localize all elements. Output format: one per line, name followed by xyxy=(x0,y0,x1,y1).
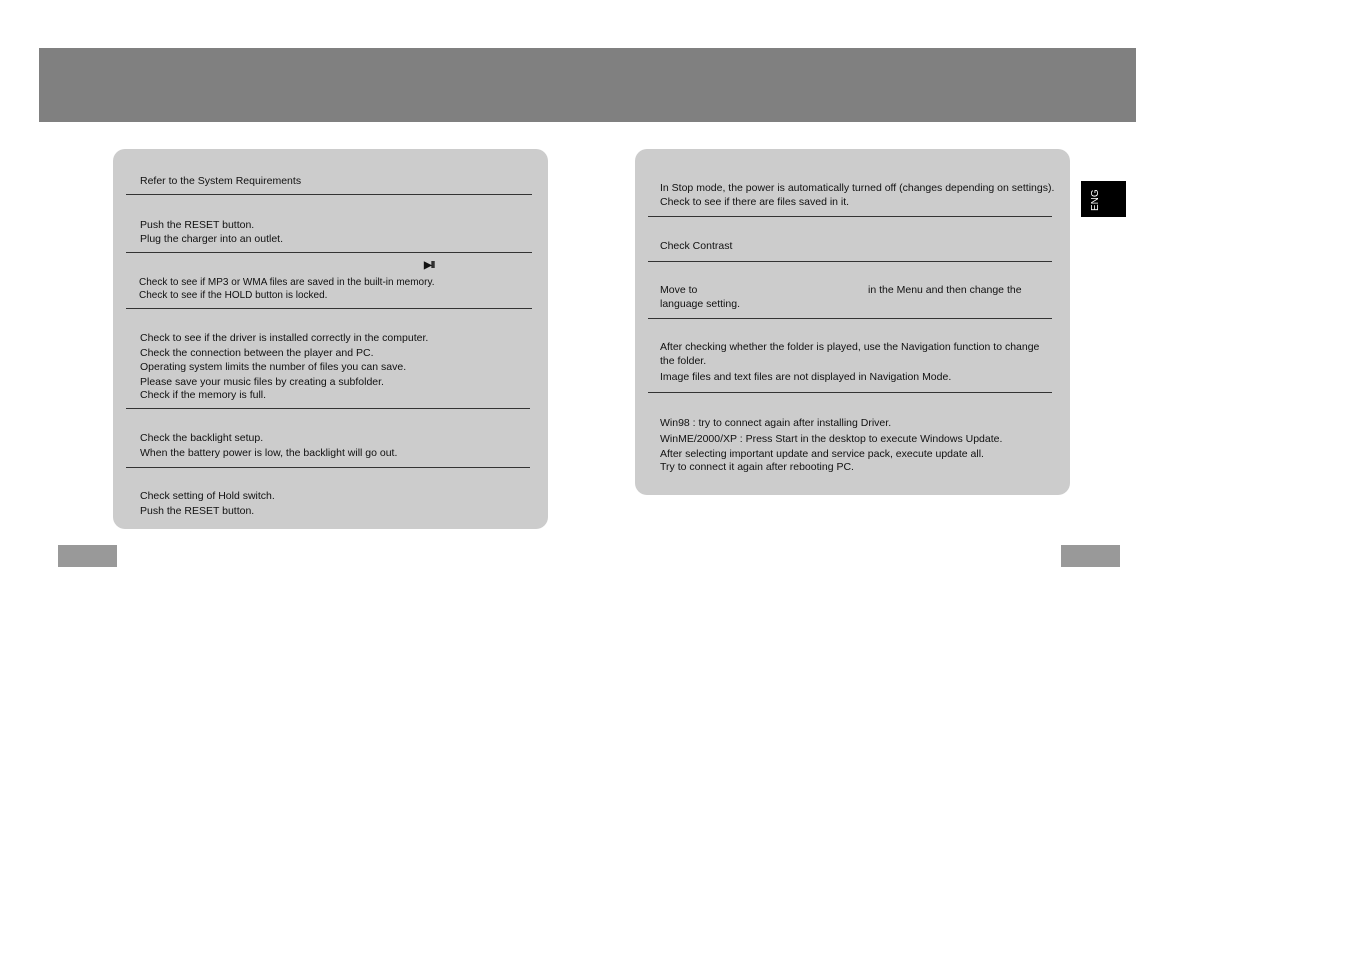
text-line: After checking whether the folder is played, use the Navigation function to change xyxy=(660,341,1040,353)
divider xyxy=(126,252,532,253)
text-line: language setting. xyxy=(660,298,740,310)
divider xyxy=(648,318,1052,319)
header-band xyxy=(39,48,1136,122)
page-number-tab-left xyxy=(58,545,117,567)
divider xyxy=(126,194,532,195)
troubleshooting-panel-right xyxy=(635,149,1070,495)
language-tab-label: ENG xyxy=(1090,189,1101,211)
text-line: When the battery power is low, the backlight will go out. xyxy=(140,447,398,459)
divider xyxy=(648,261,1052,262)
text-line: Push the RESET button. xyxy=(140,505,255,517)
page-number-tab-right xyxy=(1061,545,1120,567)
text-line: Please save your music files by creating a subfolder. xyxy=(140,376,384,388)
text-line: the folder. xyxy=(660,355,707,367)
text-line: Operating system limits the number of files you can save. xyxy=(140,361,407,373)
divider xyxy=(126,308,532,309)
text-line: Check to see if the driver is installed correctly in the computer. xyxy=(140,332,429,344)
text-line: Check if the memory is full. xyxy=(140,389,267,401)
text-line: Check the backlight setup. xyxy=(140,432,264,444)
troubleshooting-panel-left xyxy=(113,149,548,529)
divider xyxy=(648,392,1052,393)
play-pause-icon: ▶II xyxy=(424,260,435,271)
text-line: Check setting of Hold switch. xyxy=(140,490,275,502)
text-line: Check the connection between the player and PC. xyxy=(140,347,374,359)
language-tab xyxy=(1081,181,1126,217)
text-line: Push the RESET button. xyxy=(140,219,255,231)
divider xyxy=(126,467,530,468)
text-line: Try to connect it again after rebooting PC. xyxy=(660,461,854,473)
text-line: In Stop mode, the power is automatically turned off (changes depending on settings). xyxy=(660,182,1055,194)
divider xyxy=(648,216,1052,217)
divider xyxy=(126,408,530,409)
text-line: Refer to the System Requirements xyxy=(140,175,302,187)
text-line: Win98 : try to connect again after installing Driver. xyxy=(660,417,892,429)
text-line: Plug the charger into an outlet. xyxy=(140,233,284,245)
text-line: WinME/2000/XP : Press Start in the desktop to execute Windows Update. xyxy=(660,433,1003,445)
text-line: Move to xyxy=(660,284,698,296)
text-line: After selecting important update and service pack, execute update all. xyxy=(660,448,984,460)
text-line: Image files and text files are not displayed in Navigation Mode. xyxy=(660,371,952,383)
text-line: in the Menu and then change the xyxy=(868,284,1022,296)
text-line: Check to see if there are files saved in it. xyxy=(660,196,850,208)
text-line: Check Contrast xyxy=(660,240,733,252)
text-line: Check to see if the HOLD button is locked. xyxy=(139,290,328,301)
text-line: Check to see if MP3 or WMA files are saved in the built-in memory. xyxy=(139,277,435,288)
